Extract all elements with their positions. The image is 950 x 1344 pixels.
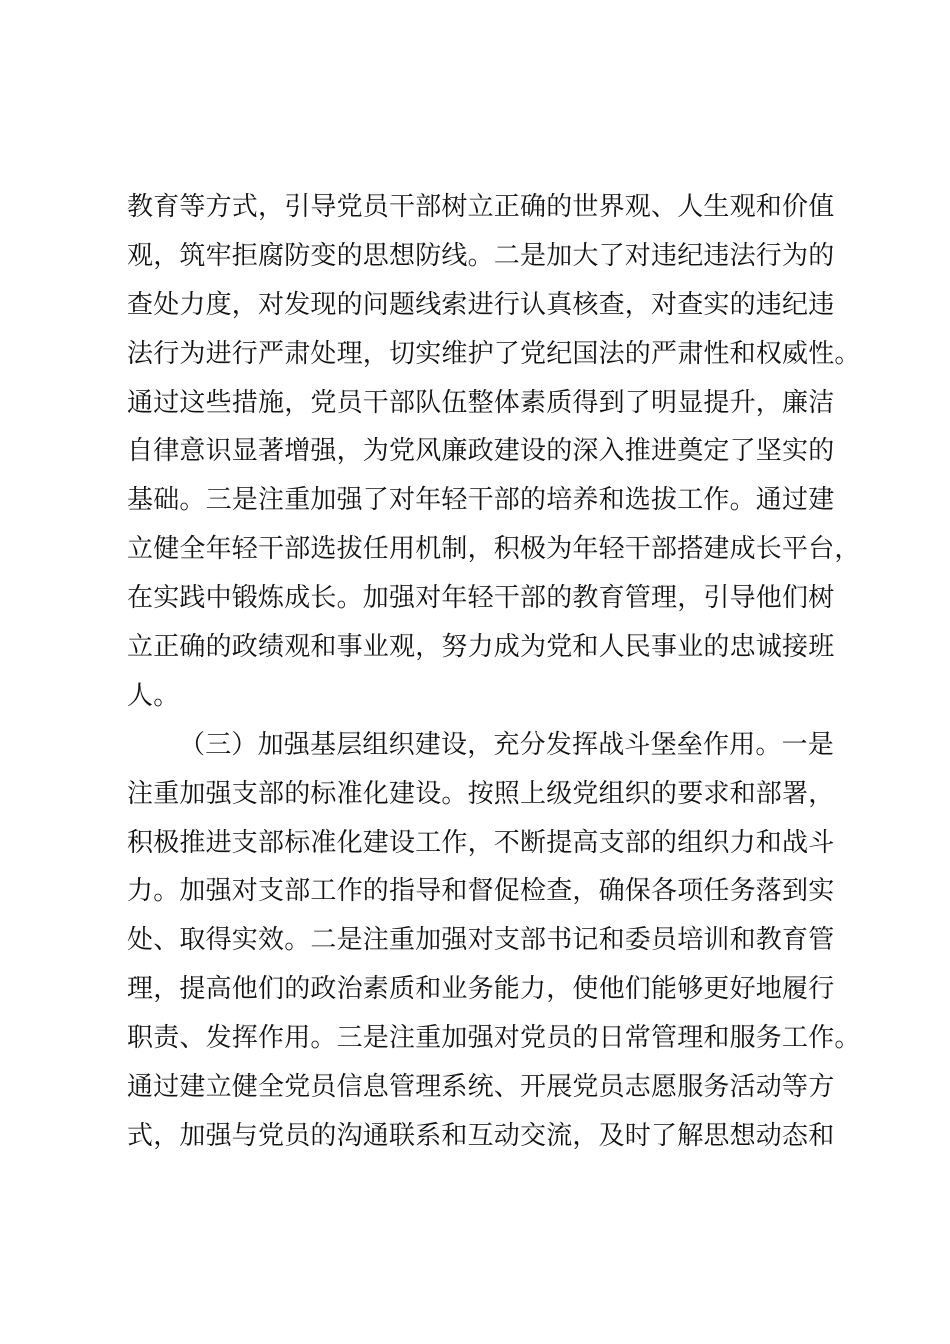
section-heading-line: （三）加强基层组织建设，充分发挥战斗堡垒作用。一是 — [179, 729, 835, 760]
text-line: 基础。三是注重加强了对年轻干部的培养和选拔工作。通过建 — [127, 485, 835, 516]
text-line: 自律意识显著增强，为党风廉政建设的深入推进奠定了坚实的 — [127, 436, 835, 467]
text-line: 立正确的政绩观和事业观，努力成为党和人民事业的忠诚接班 — [127, 632, 835, 663]
text-line: 注重加强支部的标准化建设。按照上级党组织的要求和部署， — [127, 778, 835, 809]
text-line: 观，筑牢拒腐防变的思想防线。二是加大了对违纪违法行为的 — [127, 240, 835, 271]
text-line: 处、取得实效。二是注重加强对支部书记和委员培训和教育管 — [127, 925, 835, 956]
text-line: 人。 — [127, 680, 180, 711]
text-line: 式，加强与党员的沟通联系和互动交流，及时了解思想动态和 — [127, 1120, 835, 1151]
text-line: 职责、发挥作用。三是注重加强对党员的日常管理和服务工作。 — [127, 1023, 861, 1054]
body-text — [127, 183, 861, 1161]
text-line: 通过建立健全党员信息管理系统、开展党员志愿服务活动等方 — [127, 1072, 835, 1103]
text-line: 教育等方式，引导党员干部树立正确的世界观、人生观和价值 — [127, 192, 835, 222]
text-line: 积极推进支部标准化建设工作，不断提高支部的组织力和战斗 — [127, 827, 835, 858]
text-line: 理，提高他们的政治素质和业务能力，使他们能够更好地履行 — [127, 974, 835, 1005]
text-line: 在实践中锻炼成长。加强对年轻干部的教育管理，引导他们树 — [127, 583, 835, 614]
text-line: 法行为进行严肃处理，切实维护了党纪国法的严肃性和权威性。 — [127, 338, 861, 369]
text-line: 力。加强对支部工作的指导和督促检查，确保各项任务落到实 — [127, 876, 835, 907]
text-line: 立健全年轻干部选拔任用机制，积极为年轻干部搭建成长平台， — [127, 534, 861, 565]
text-line: 查处力度，对发现的问题线索进行认真核查，对查实的违纪违 — [127, 289, 835, 320]
text-line: 通过这些措施，党员干部队伍整体素质得到了明显提升，廉洁 — [127, 387, 835, 418]
